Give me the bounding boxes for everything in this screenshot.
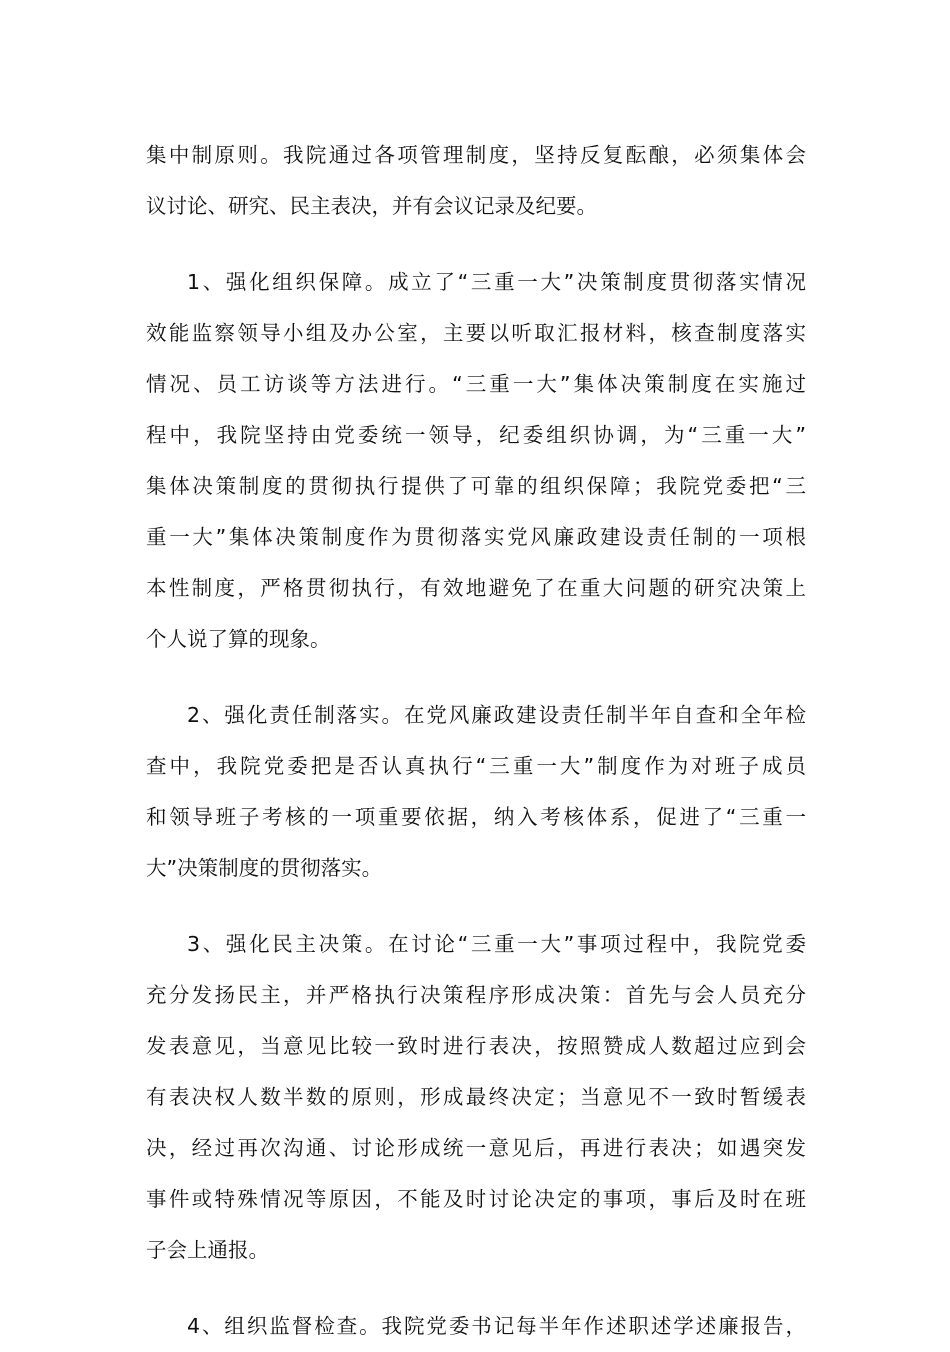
paragraph-gap	[146, 232, 806, 257]
text-line: 子会上通报。	[146, 1238, 269, 1262]
paragraph-democratic-centralism	[146, 130, 806, 232]
paragraph-gap	[146, 894, 806, 919]
paragraph-supervision	[146, 1301, 806, 1352]
text-line: 查中，我院党委把是否认真执行“三重一大”制度作为对班子成员	[146, 754, 806, 778]
text-line: 有表决权人数半数的原则，形成最终决定；当意见不一致时暂缓表	[146, 1085, 806, 1109]
paragraph-organization-guarantee	[146, 257, 806, 665]
text-line: 和领导班子考核的一项重要依据，纳入考核体系，促进了“三重一	[146, 805, 806, 829]
text-line: 情况、员工访谈等方法进行。“三重一大”集体决策制度在实施过	[146, 372, 806, 396]
text-line: 议讨论、研究、民主表决，并有会议记录及纪要。	[146, 194, 597, 218]
text-line: 个人说了算的现象。	[146, 627, 331, 651]
text-line: 效能监察领导小组及办公室，主要以听取汇报材料，核查制度落实	[146, 321, 806, 345]
text-line: 本性制度，严格贯彻执行，有效地避免了在重大问题的研究决策上	[146, 576, 806, 600]
paragraph-democratic-decision	[146, 919, 806, 1276]
text-line: 4、组织监督检查。我院党委书记每半年作述职述学述廉报告，	[187, 1314, 806, 1338]
text-line: 1、强化组织保障。成立了“三重一大”决策制度贯彻落实情况	[187, 270, 806, 294]
text-line: 集体决策制度的贯彻执行提供了可靠的组织保障；我院党委把“三	[146, 474, 806, 498]
paragraph-gap	[146, 665, 806, 690]
text-line: 大”决策制度的贯彻落实。	[146, 856, 383, 880]
text-line: 决，经过再次沟通、讨论形成统一意见后，再进行表决；如遇突发	[146, 1136, 806, 1160]
text-line: 重一大”集体决策制度作为贯彻落实党风廉政建设责任制的一项根	[146, 525, 806, 549]
text-line: 充分发扬民主，并严格执行决策程序形成决策：首先与会人员充分	[146, 983, 806, 1007]
document-body	[146, 130, 806, 1352]
paragraph-responsibility	[146, 690, 806, 894]
text-line: 2、强化责任制落实。在党风廉政建设责任制半年自查和全年检	[187, 703, 806, 727]
text-line: 事件或特殊情况等原因，不能及时讨论决定的事项，事后及时在班	[146, 1187, 806, 1211]
text-line: 程中，我院坚持由党委统一领导，纪委组织协调，为“三重一大”	[146, 423, 806, 447]
text-line: 发表意见，当意见比较一致时进行表决，按照赞成人数超过应到会	[146, 1034, 806, 1058]
text-line: 3、强化民主决策。在讨论“三重一大”事项过程中，我院党委	[187, 932, 806, 956]
text-line: 集中制原则。我院通过各项管理制度，坚持反复酝酿，必须集体会	[146, 143, 806, 167]
paragraph-gap	[146, 1276, 806, 1301]
